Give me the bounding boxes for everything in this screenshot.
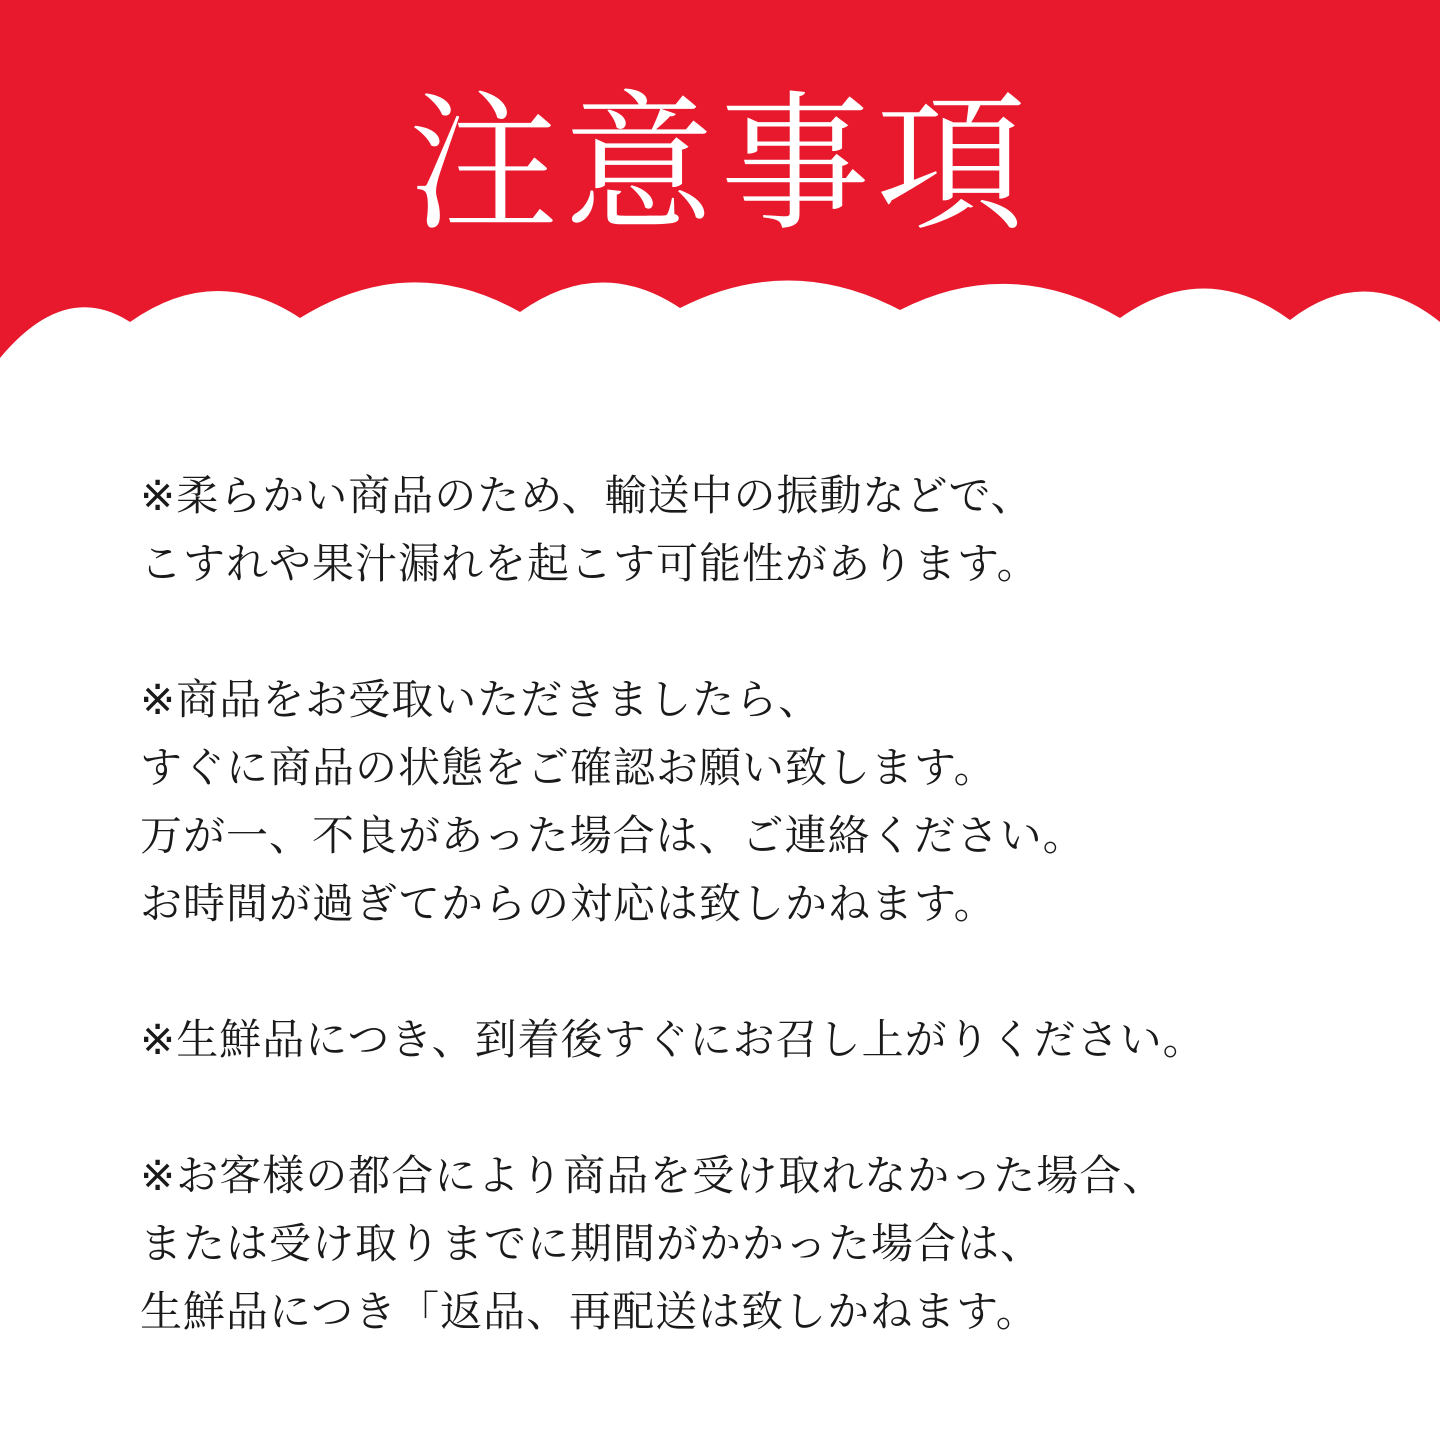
note-line: ※生鮮品につき、到着後すぐにお召し上がりください。	[140, 1015, 1206, 1064]
notes-list	[140, 462, 1410, 1414]
note-line: ※お客様の都合により商品を受け取れなかった場合、	[140, 1151, 1166, 1200]
note-item	[140, 666, 1410, 938]
note-line: すぐに商品の状態をご確認お願い致します。	[140, 743, 997, 792]
note-item	[140, 1142, 1410, 1346]
note-line: ※柔らかい商品のため、輸送中の振動などで、	[140, 471, 1034, 520]
note-line: お時間が過ぎてからの対応は致しかねます。	[140, 879, 997, 928]
note-line: 生鮮品につき「返品、再配送は致しかねます。	[140, 1287, 1039, 1336]
page-title: 注意事項	[407, 78, 1032, 252]
note-line: または受け取りまでに期間がかかった場合は、	[140, 1219, 1044, 1268]
note-line: 万が一、不良があった場合は、ご連絡ください。	[140, 811, 1086, 860]
note-item	[140, 462, 1410, 598]
note-item	[140, 1006, 1410, 1074]
note-line: ※商品をお受取いただきましたら、	[140, 675, 822, 724]
note-line: こすれや果汁漏れを起こす可能性があります。	[140, 539, 1040, 588]
